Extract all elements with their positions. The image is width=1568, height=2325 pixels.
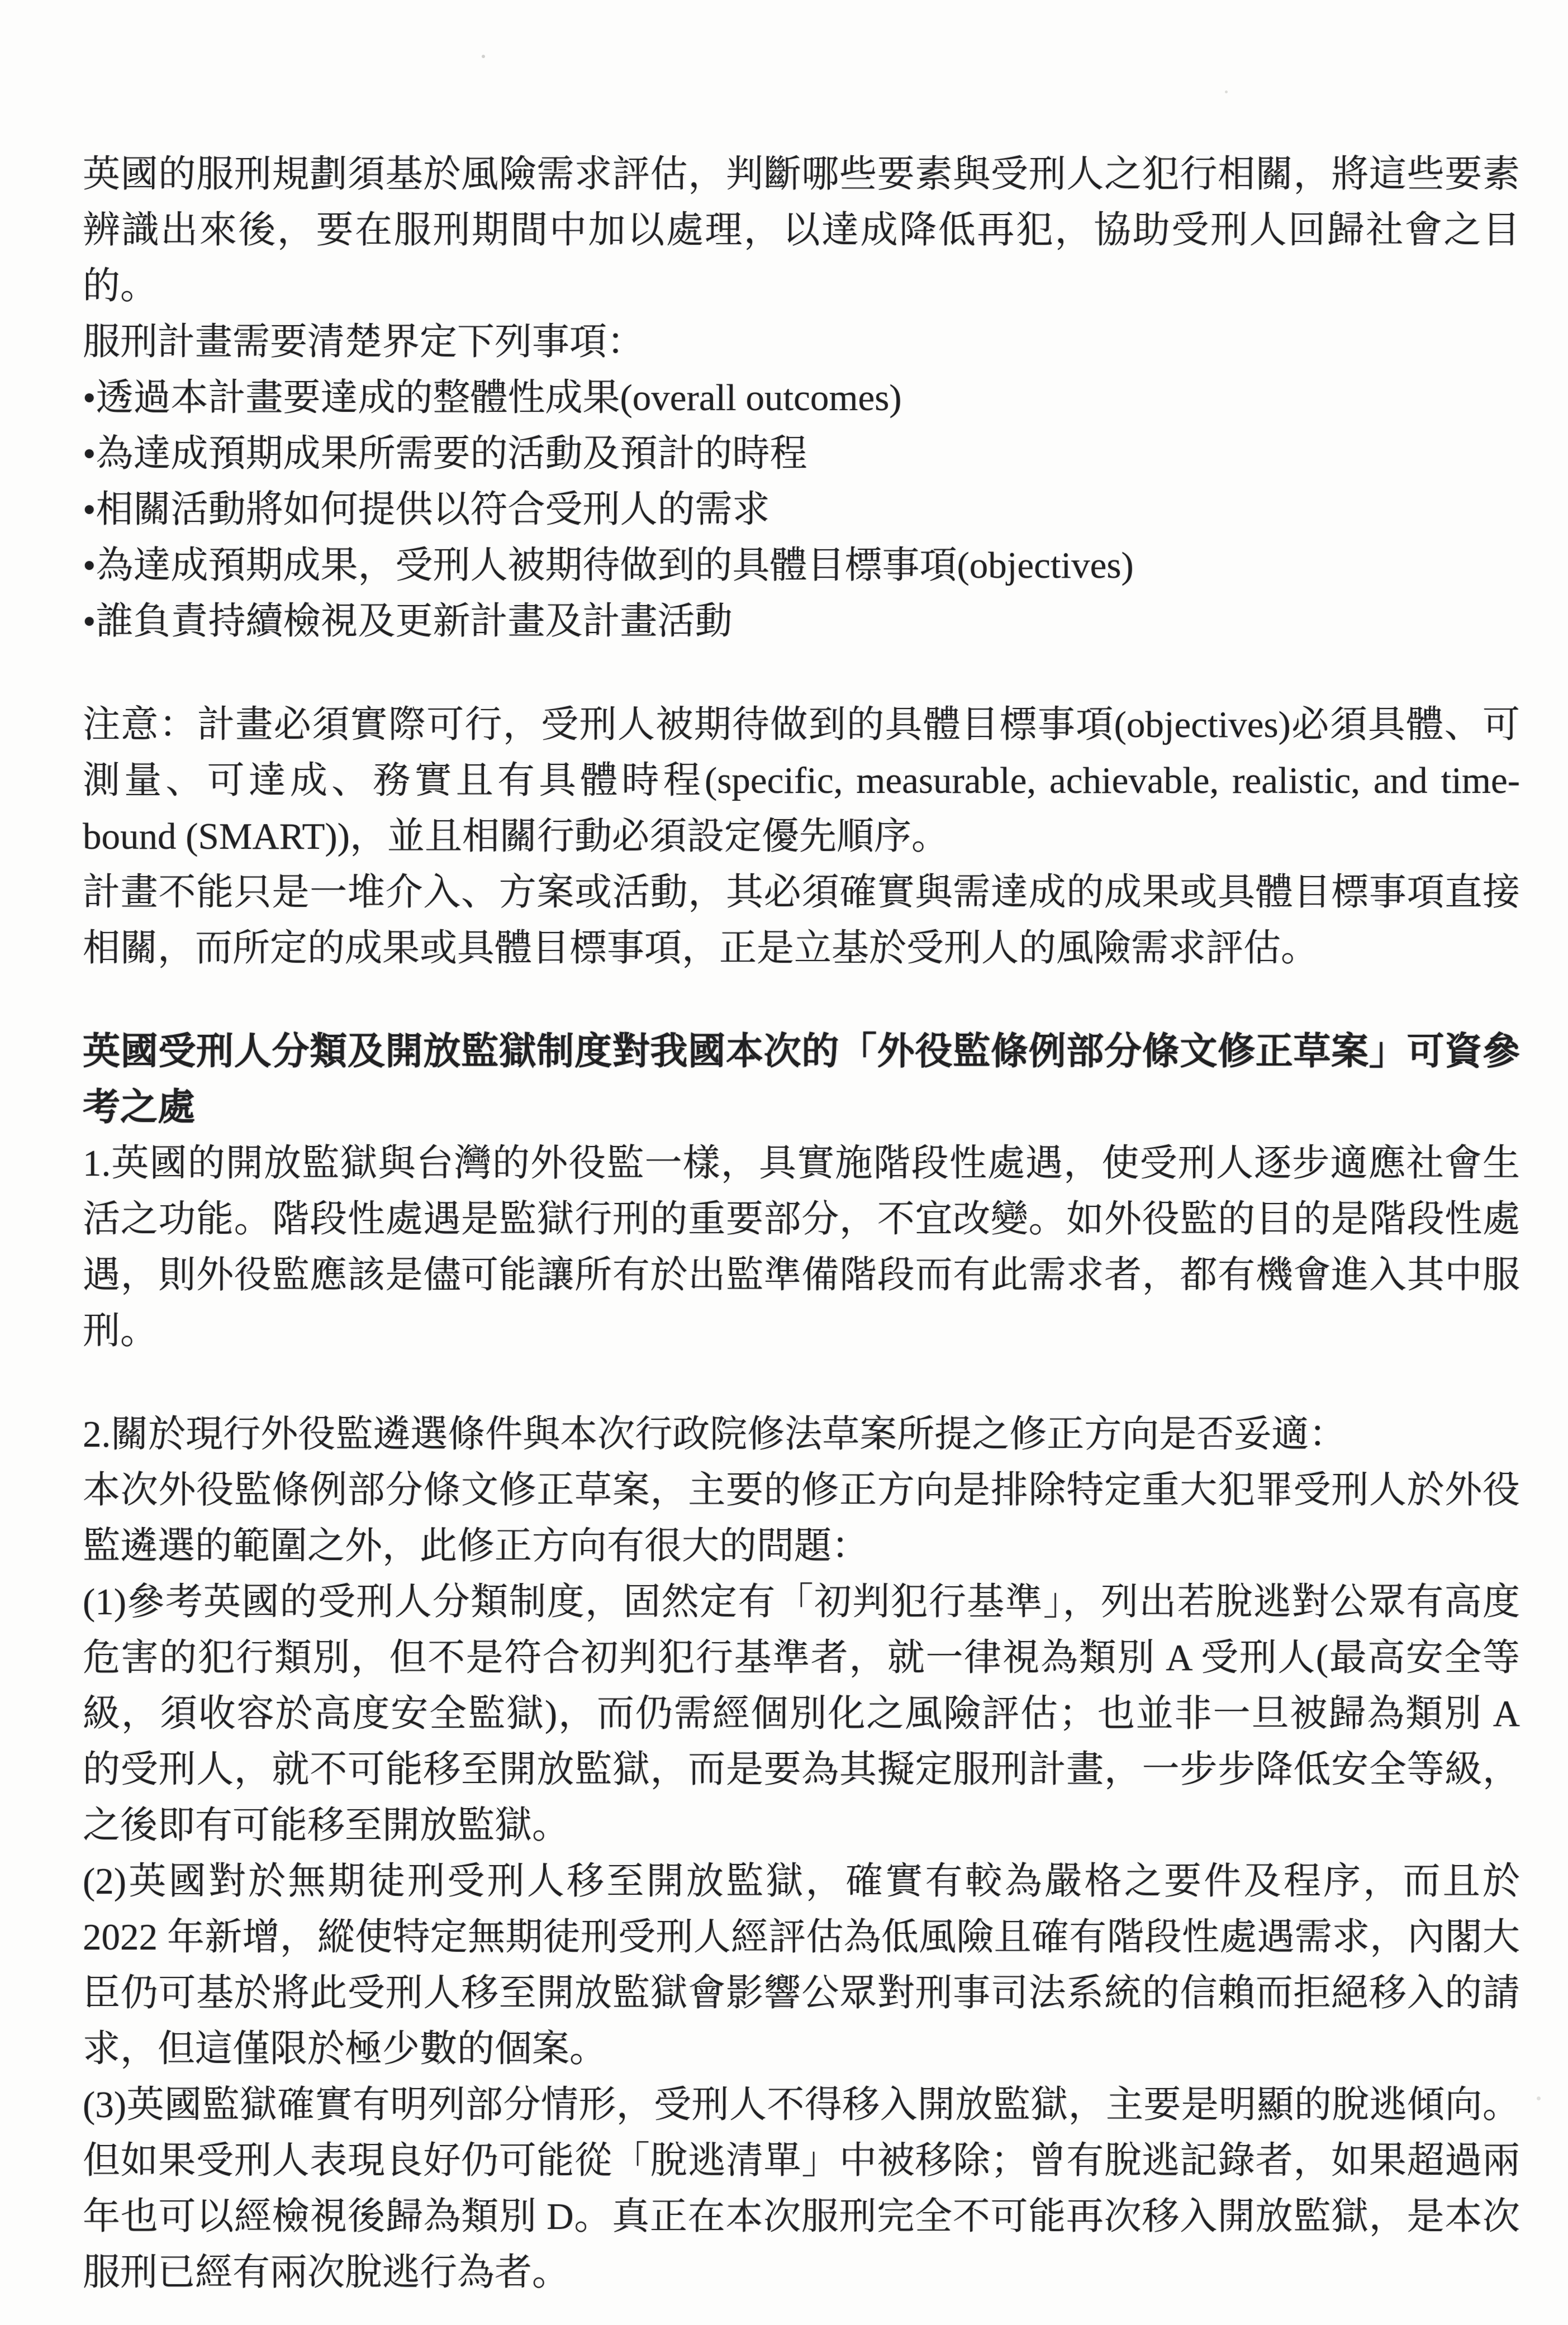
point-1-open-prison: 1.英國的開放監獄與台灣的外役監一樣，具實施階段性處遇，使受刑人逐步適應社會生活之功能。階段性處遇是監獄行刑的重要部分，不宜改變。如外役監的目的是階段性處遇，則外役監應該是儘可能讓所有於出監準備階段而有此需求者，都有機會進入其中服刑。 — [83, 1143, 1520, 1352]
intro-paragraph: 英國的服刑規劃須基於風險需求評估，判斷哪些要素與受刑人之犯行相關，將這些要素辨識出來後，要在服刑期間中加以處理，以達成降低再犯，協助受刑人回歸社會之目的。 — [83, 154, 1520, 307]
scan-speck — [1537, 2096, 1541, 2100]
plan-items-intro: 服刑計畫需要清楚界定下列事項： — [83, 321, 644, 363]
note-paragraph-plan-basis: 計畫不能只是一堆介入、方案或活動，其必須確實與需達成的成果或具體目標事項直接相關，而所定的成果或具體目標事項，正是立基於受刑人的風險需求評估。 — [83, 872, 1520, 969]
bullet-item-overall-outcomes: •透過本計畫要達成的整體性成果(overall outcomes) — [83, 377, 902, 419]
bullet-item-objectives: •為達成預期成果，受刑人被期待做到的具體目標事項(objectives) — [83, 545, 1134, 586]
bullet-item-needs-fit: •相關活動將如何提供以符合受刑人的需求 — [83, 489, 770, 530]
document-content — [83, 146, 1520, 2300]
scan-speck — [482, 55, 485, 58]
note-paragraph-smart: 注意：計畫必須實際可行，受刑人被期待做到的具體目標事項(objectives)必須具體、可測量、可達成、務實且有具體時程(specific, measurable, achievable, realistic, and time-bound (SMART))，並且相關行動必須設定優先順序。 — [83, 704, 1520, 857]
bullet-item-review-update: •誰負責持續檢視及更新計畫及計畫活動 — [83, 601, 733, 642]
point-2-sub-3-escape-list: (3)英國監獄確實有明列部分情形，受刑人不得移入開放監獄，主要是明顯的脫逃傾向。但如果受刑人表現良好仍可能從「脫逃清單」中被移除；曾有脫逃記錄者，如果超過兩年也可以經檢視後歸為類別 D。真正在本次服刑完全不可能再次移入開放監獄，是本次服刑已經有兩次脫逃行為者。 — [83, 2084, 1520, 2293]
point-2-sub-1-classification: (1)參考英國的受刑人分類制度，固然定有「初判犯行基準」，列出若脫逃對公眾有高度危害的犯行類別，但不是符合初判犯行基準者，就一律視為類別 A 受刑人(最高安全等級，須收容於高度安全監獄)，而仍需經個別化之風險評估；也並非一旦被歸為類別 A 的受刑人，就不可能移至開放監獄，而是要為其擬定服刑計畫，一步步降低安全等級，之後即有可能移至開放監獄。 — [83, 1581, 1520, 1846]
point-2-sub-2-life-sentence: (2)英國對於無期徒刑受刑人移至開放監獄，確實有較為嚴格之要件及程序，而且於 2022 年新增，縱使特定無期徒刑受刑人經評估為低風險且確有階段性處遇需求，內閣大臣仍可基於將此受刑人移至開放監獄會影響公眾對刑事司法系統的信賴而拒絕移入的請求，但這僅限於極少數的個案。 — [83, 1861, 1520, 2070]
section-heading: 英國受刑人分類及開放監獄制度對我國本次的「外役監條例部分條文修正草案」可資參考之處 — [83, 1031, 1520, 1128]
point-2-body: 本次外役監條例部分條文修正草案，主要的修正方向是排除特定重大犯罪受刑人於外役監遴選的範圍之外，此修正方向有很大的問題： — [83, 1470, 1520, 1567]
scan-speck — [1225, 91, 1228, 93]
bullet-item-activities-schedule: •為達成預期成果所需要的活動及預計的時程 — [83, 433, 807, 474]
point-2-intro: 2.關於現行外役監遴選條件與本次行政院修法草案所提之修正方向是否妥適： — [83, 1414, 1347, 1455]
